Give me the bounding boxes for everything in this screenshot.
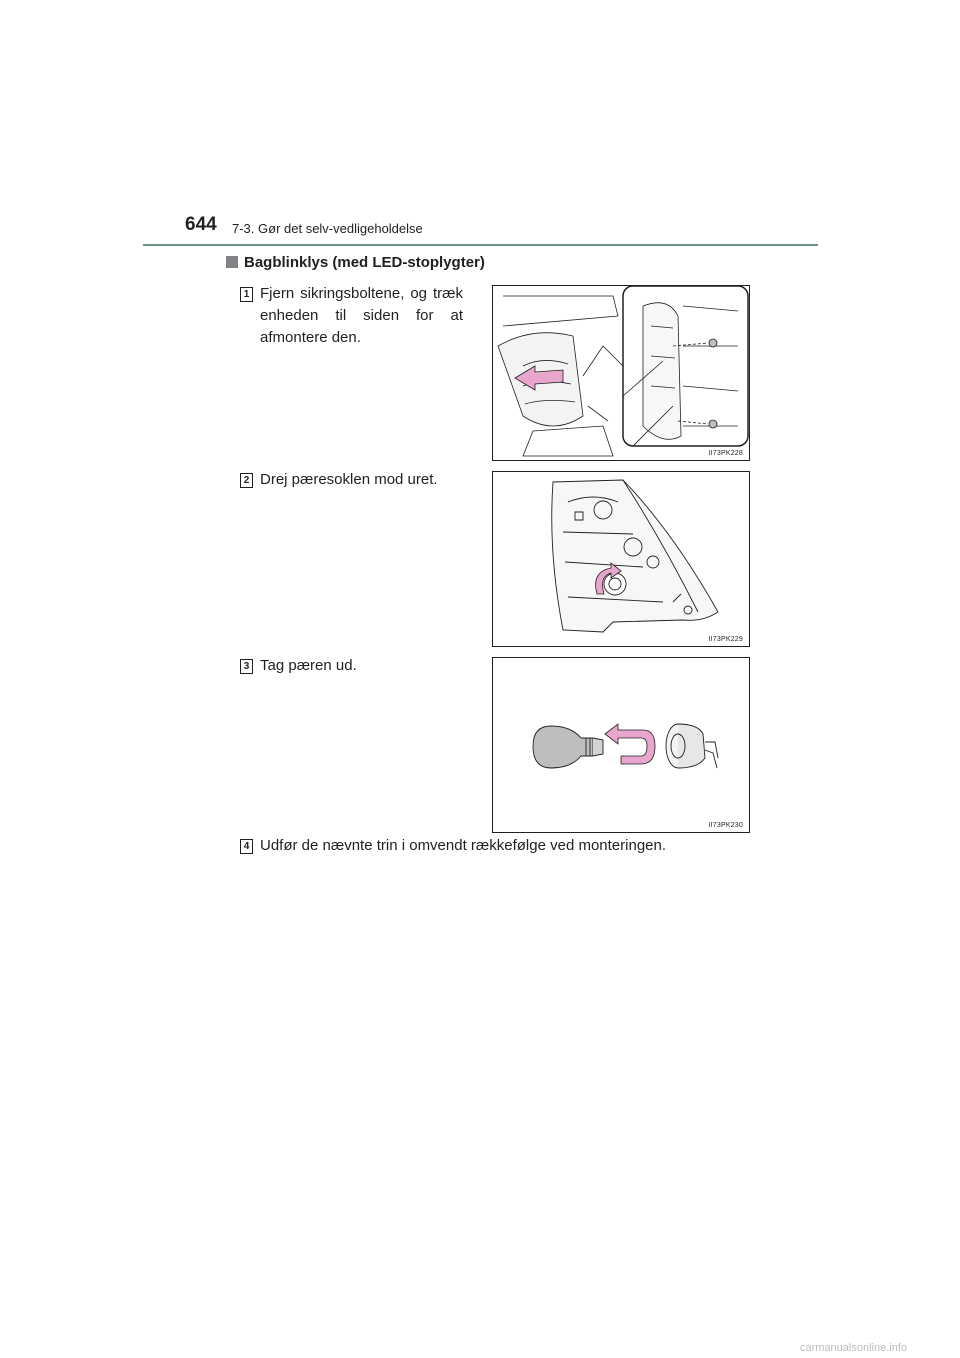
figure-remove-unit bbox=[492, 285, 750, 461]
figure-code-2: II73PK229 bbox=[708, 636, 743, 643]
heading-text: Bagblinklys (med LED-stoplygter) bbox=[244, 254, 485, 271]
figure-code-1: II73PK228 bbox=[708, 450, 743, 457]
step-number-1: 1 bbox=[240, 287, 253, 302]
bulb-socket-illustration bbox=[493, 472, 749, 646]
watermark: carmanualsonline.info bbox=[800, 1342, 908, 1354]
step-number-3: 3 bbox=[240, 659, 253, 674]
step-text-4: Udfør de nævnte trin i omvendt rækkefølge ved monteringen. bbox=[260, 837, 667, 854]
step-number-2: 2 bbox=[240, 473, 253, 488]
step-number-4: 4 bbox=[240, 839, 253, 854]
tail-light-removal-illustration bbox=[493, 286, 749, 460]
subsection-heading bbox=[226, 254, 485, 271]
heading-square-icon bbox=[226, 256, 238, 268]
figure-remove-bulb bbox=[492, 657, 750, 833]
figure-code-3: II73PK230 bbox=[708, 822, 743, 829]
step-text-2: Drej pæresoklen mod uret. bbox=[260, 471, 438, 488]
section-title: 7-3. Gør det selv-vedligeholdelse bbox=[232, 221, 423, 236]
step-text-3: Tag pæren ud. bbox=[260, 657, 357, 674]
header-rule bbox=[143, 244, 818, 246]
figure-turn-socket bbox=[492, 471, 750, 647]
bulb-removal-illustration bbox=[493, 658, 749, 832]
page-number: 644 bbox=[185, 214, 217, 235]
step-text-1: Fjern sikringsboltene, og træk enheden til siden for at afmontere den. bbox=[260, 285, 463, 346]
